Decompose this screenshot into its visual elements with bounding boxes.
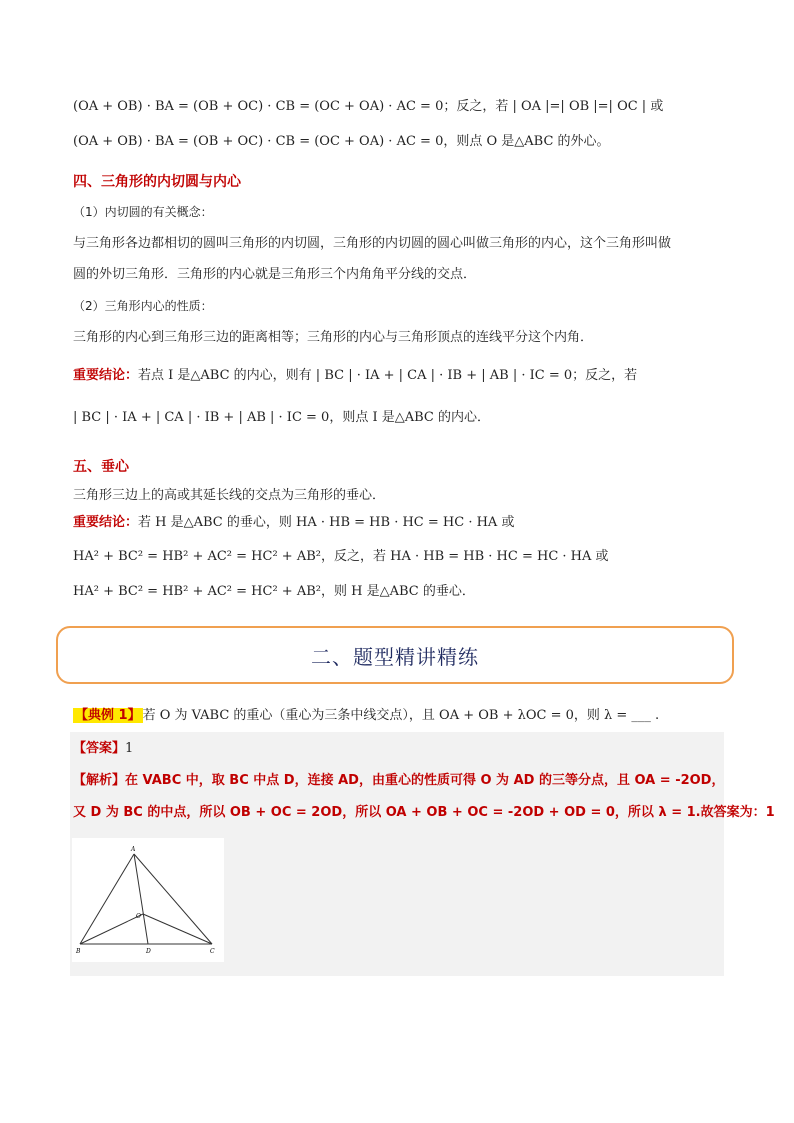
- heading-incircle: 四、三角形的内切圆与内心: [73, 174, 241, 190]
- label-b: B: [76, 948, 81, 955]
- label-a: A: [131, 846, 136, 853]
- incenter-conclusion-line-2: | BC | · IA + | CA | · IB + | AB | · IC = 0，则点 I 是△ABC 的内心．: [73, 410, 490, 425]
- conclusion-label: 重要结论：: [73, 515, 139, 530]
- answer-value: 1: [125, 741, 134, 756]
- example-tag: 【典例 1】: [75, 708, 141, 723]
- answer-line: [73, 740, 133, 758]
- side-ab: [80, 854, 134, 944]
- orthocenter-definition: 三角形三边上的高或其延长线的交点为三角形的垂心．: [73, 488, 386, 503]
- triangle-figure: [72, 838, 224, 962]
- label-o: O: [136, 913, 141, 920]
- label-d: D: [146, 948, 151, 955]
- analysis-label: 【解析】: [73, 773, 126, 788]
- incenter-conclusion-line-1: [73, 367, 637, 385]
- heading-orthocenter: 五、垂心: [73, 459, 129, 475]
- conclusion-label: 重要结论：: [73, 368, 139, 383]
- label-c: C: [210, 948, 215, 955]
- circumcenter-line-2: (OA + OB) · BA = (OB + OC) · CB = (OC + OA) · AC = 0，则点 O 是△ABC 的外心。: [73, 134, 610, 149]
- analysis-line-2: 又 D 为 BC 的中点，所以 OB + OC = 2OD，所以 OA + OB + OC = -2OD + OD = 0，所以 λ = 1.故答案为：1: [73, 805, 775, 820]
- incircle-concept-line-1: 与三角形各边都相切的圆叫三角形的内切圆，三角形的内切圆的圆心叫做三角形的内心，这个三角形叫做: [73, 236, 672, 251]
- analysis-line-1: [73, 772, 724, 790]
- answer-label: 【答案】: [73, 741, 126, 756]
- figure-panel: [72, 838, 224, 962]
- circumcenter-line-1: (OA + OB) · BA = (OB + OC) · CB = (OC + OA) · AC = 0；反之，若 | OA |=| OB |=| OC | 或: [73, 99, 664, 114]
- orthocenter-conclusion-line-1: [73, 514, 514, 532]
- example-question-text: 若 O 为 VABC 的重心（重心为三条中线交点），且 OA + OB + λOC = 0，则 λ = ___ .: [142, 708, 660, 723]
- orthocenter-conclusion-line-2: HA² + BC² = HB² + AC² = HC² + AB²，反之，若 HA · HB = HB · HC = HC · HA 或: [73, 549, 609, 564]
- incenter-property-label: （2）三角形内心的性质：: [73, 299, 213, 313]
- incircle-concept-label: （1）内切圆的有关概念：: [73, 205, 213, 219]
- incircle-concept-line-2: 圆的外切三角形．三角形的内心就是三角形三个内角角平分线的交点．: [73, 267, 477, 282]
- conclusion-text: 若点 I 是△ABC 的内心，则有 | BC | · IA + | CA | · IB + | AB | · IC = 0；反之，若: [138, 368, 638, 383]
- incenter-property-text: 三角形的内心到三角形三边的距离相等；三角形的内心与三角形顶点的连线平分这个内角．: [73, 330, 594, 345]
- section-title: 二、题型精讲精练: [311, 644, 479, 669]
- analysis-text-1: 在 VABC 中，取 BC 中点 D，连接 AD，由重心的性质可得 O 为 AD 的三等分点，且 OA = -2OD，: [125, 773, 725, 788]
- section-title-box: [56, 626, 734, 684]
- segment-co: [143, 914, 212, 944]
- conclusion-text: 若 H 是△ABC 的垂心，则 HA · HB = HB · HC = HC · HA 或: [138, 515, 515, 530]
- orthocenter-conclusion-line-3: HA² + BC² = HB² + AC² = HC² + AB²，则 H 是△ABC 的垂心．: [73, 584, 475, 599]
- example-question: [73, 707, 659, 725]
